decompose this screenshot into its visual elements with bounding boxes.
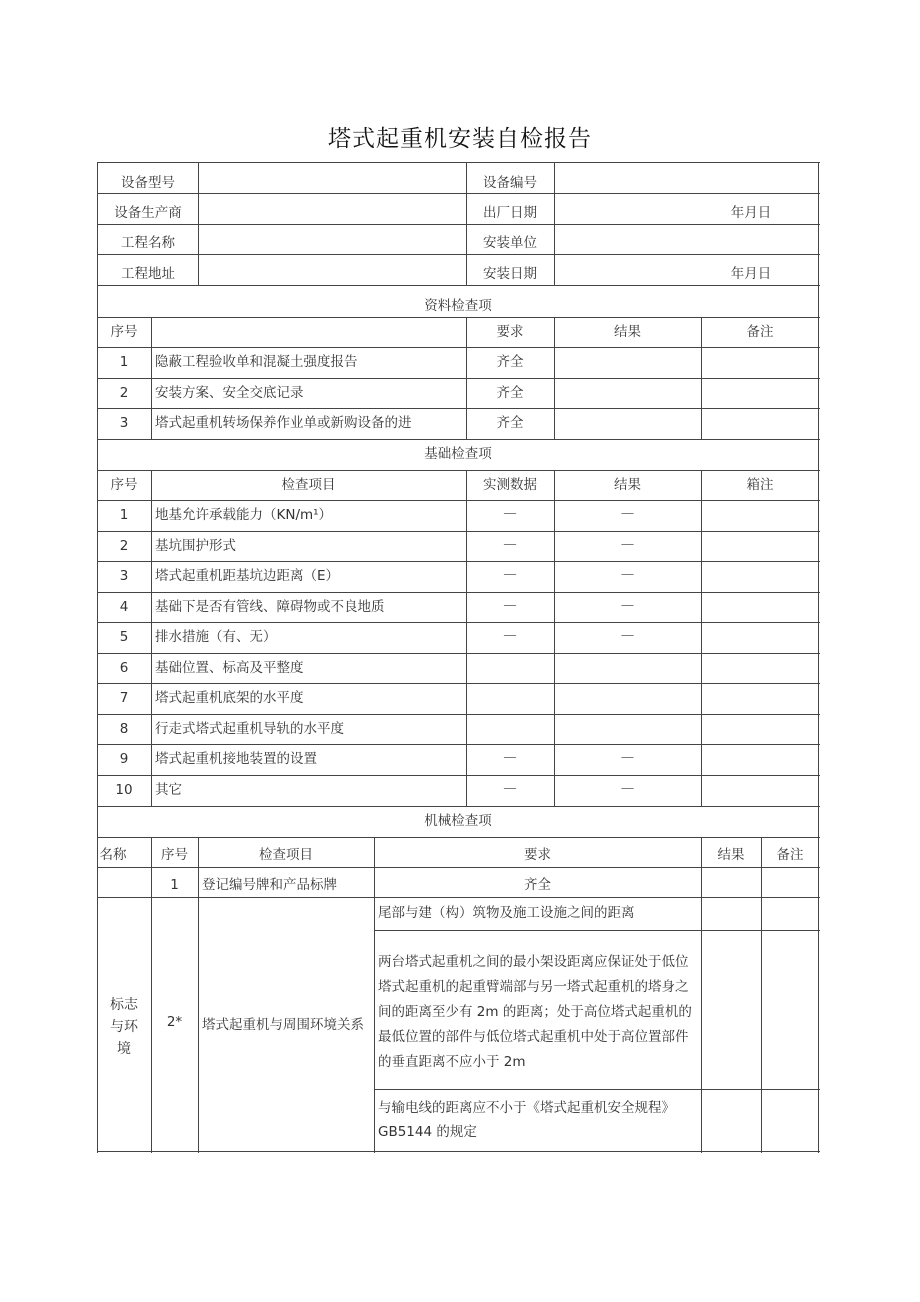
project-name-label: 工程名称: [121, 235, 175, 251]
grid-line: [97, 254, 820, 255]
fnd-row-measured: [466, 681, 554, 712]
doc-row-item: 安装方案、安全交底记录: [155, 385, 304, 401]
fnd-header-remark: 箱注: [746, 476, 774, 493]
doc-row-seq: 1: [119, 354, 129, 370]
mech-row2-req-c: 与输电线的距离应不小于《塔式起重机安全规程》GB5144 的规定: [378, 1100, 675, 1140]
doc-row-requirement: 齐全: [496, 354, 524, 370]
doc-row-seq: 3: [119, 415, 129, 431]
doc-header-seq: 序号: [110, 323, 138, 340]
grid-line: [97, 193, 820, 194]
project-address-label: 工程地址: [121, 266, 175, 282]
fnd-header-seq: 序号: [110, 476, 138, 493]
doc-header-requirement: 要求: [496, 323, 524, 340]
fnd-row-item: 排水措施（有、无）: [155, 629, 277, 645]
fnd-row-seq: 1: [119, 507, 129, 523]
doc-row-item: 塔式起重机转场保养作业单或新购设备的进: [155, 415, 412, 431]
fnd-row-result: —: [620, 627, 635, 643]
fnd-row-measured: [466, 651, 554, 682]
mech-group-name: 标志与环境: [110, 997, 138, 1057]
fnd-row-item: 塔式起重机底架的水平度: [155, 690, 304, 706]
fnd-row-result: —: [620, 566, 635, 582]
grid-line: [97, 1151, 820, 1152]
fnd-row-seq: 2: [119, 538, 129, 554]
doc-row-item: 隐蔽工程验收单和混凝土强度报告: [155, 354, 358, 370]
fnd-row-seq: 3: [119, 568, 129, 584]
fnd-row-measured: —: [503, 536, 517, 552]
number-label: 设备编号: [483, 175, 537, 191]
fnd-row-item: 其它: [155, 782, 182, 798]
doc-row-requirement: 齐全: [496, 385, 524, 401]
install-date-label: 安装日期: [483, 266, 537, 282]
fnd-row-result: [554, 681, 701, 712]
mech-row2-req-b: 两台塔式起重机之间的最小架设距离应保证处于低位塔式起重机的起重臂端部与另一塔式起重机的塔身之间的距离至少有 2m 的距离；处于高位塔式起重机的最低位置的部件与低位塔式起重机中处于高位置部件的垂直距离不应小于 2m: [378, 954, 692, 1070]
fnd-row-seq: 10: [115, 782, 133, 798]
grid-line: [374, 1089, 820, 1090]
fnd-row-item: 基础下是否有管线、障碍物或不良地质: [155, 599, 385, 615]
fnd-row-result: —: [620, 780, 635, 796]
fnd-row-result: —: [620, 749, 635, 765]
mech-row2-item: 塔式起重机与周围环境关系: [202, 1017, 364, 1033]
doc-row-seq: 2: [119, 385, 129, 401]
fnd-row-measured: —: [503, 597, 517, 613]
mechanical-section-title: 机械检查项: [424, 813, 492, 829]
fnd-row-seq: 9: [119, 751, 129, 767]
fnd-row-seq: 6: [119, 660, 129, 676]
inspection-table: [97, 162, 819, 1152]
fnd-row-measured: —: [503, 780, 517, 796]
grid-line: [374, 930, 820, 931]
model-label: 设备型号: [121, 175, 175, 191]
fnd-row-item: 塔式起重机接地装置的设置: [155, 751, 317, 767]
fnd-row-item: 基础位置、标高及平整度: [155, 660, 304, 676]
fnd-row-seq: 8: [119, 721, 129, 737]
mech-header-requirement: 要求: [524, 846, 551, 863]
mech-header-item: 检查项目: [259, 846, 313, 863]
grid-line: [198, 162, 199, 286]
fnd-row-measured: —: [503, 627, 517, 643]
grid-line: [701, 470, 702, 807]
fnd-header-measured: 实测数据: [483, 476, 537, 493]
doc-row-requirement: 齐全: [496, 415, 524, 431]
page-title: 塔式起重机安装自检报告: [328, 126, 592, 152]
mech-row2-seq: 2*: [166, 1013, 183, 1030]
fnd-row-item: 基坑围护形式: [155, 538, 236, 554]
doc-header-remark: 备注: [746, 323, 774, 340]
fnd-row-seq: 4: [119, 599, 129, 615]
grid-line: [97, 162, 820, 163]
mech-header-remark: 备注: [776, 846, 804, 863]
fnd-row-measured: —: [503, 749, 517, 765]
fnd-row-seq: 7: [119, 690, 129, 706]
fnd-row-item: 行走式塔式起重机导轨的水平度: [155, 721, 344, 737]
mech-header-result: 结果: [717, 846, 745, 863]
fnd-row-result: —: [620, 536, 635, 552]
mech-row2-req-a: 尾部与建（构）筑物及施工设施之间的距离: [378, 905, 635, 921]
mech-row1-item: 登记编号牌和产品标牌: [202, 876, 337, 893]
grid-line: [701, 837, 702, 1153]
fnd-row-item: 塔式起重机距基坑边距离（E）: [155, 568, 340, 584]
fnd-row-result: —: [620, 505, 635, 521]
install-date-value: 年月日: [730, 266, 772, 282]
fnd-header-result: 结果: [614, 476, 641, 493]
manufacturer-label: 设备生产商: [114, 205, 182, 221]
grid-line: [97, 837, 820, 838]
foundation-section-title: 基础检查项: [424, 446, 492, 462]
mech-header-seq: 序号: [161, 846, 188, 863]
factory-date-value: 年月日: [730, 205, 772, 221]
fnd-row-measured: —: [503, 566, 517, 582]
doc-header-result: 结果: [614, 323, 641, 340]
fnd-header-item: 检查项目: [281, 476, 336, 493]
install-unit-label: 安装单位: [483, 235, 537, 251]
fnd-row-seq: 5: [119, 629, 129, 645]
fnd-row-measured: [466, 712, 554, 743]
mech-row1-seq: 1: [170, 876, 179, 893]
factory-date-label: 出厂日期: [483, 205, 537, 221]
fnd-row-result: [554, 712, 701, 743]
fnd-row-item: 地基允许承载能力（KN/m¹）: [155, 507, 333, 523]
mech-row1-requirement: 齐全: [524, 876, 551, 893]
grid-line: [554, 162, 555, 286]
grid-line: [761, 837, 762, 1153]
mech-header-name: 名称: [99, 846, 127, 863]
fnd-row-measured: —: [503, 505, 517, 521]
fnd-row-result: [554, 651, 701, 682]
documents-section-title: 资料检查项: [424, 298, 492, 314]
fnd-row-result: —: [620, 597, 635, 613]
